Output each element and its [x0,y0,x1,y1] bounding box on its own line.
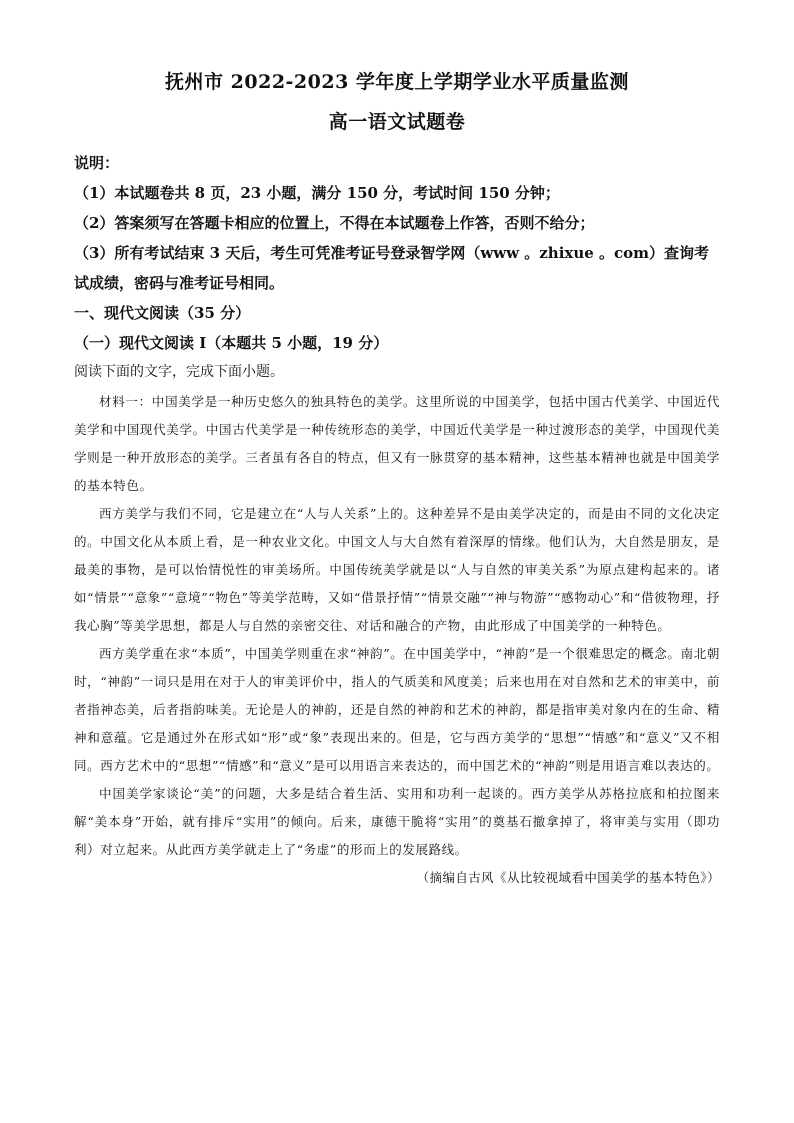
exam-subtitle: 高一语文试题卷 [328,111,466,133]
note-item-1: （1）本试题卷共 8 页，23 小题，满分 150 分，考试时间 150 分钟； [74,184,560,202]
passage-paragraph-2: 西方美学与我们不同，它是建立在“人与人关系”上的。这种差异不是由美学决定的，而是由不同的文化决定的。中国文化从本质上看，是一种农业文化。中国文人与大自然有着深厚的情缘。他们认为，大自然是朋友，是最美的事物，是可以怡情悦性的审美场所。中国传统美学就是以“人与自然的审美关系”为原点建构起来的。诸如“情景”“意象”“意境”“物色”等美学范畴，又如“借景抒情”“情景交融”“神与物游”“感物动心”和“借彼物理，抒我心胸”等美学思想，都是人与自然的亲密交往、对话和融合的产物，由此形成了中国美学的一种特色。 [74,506,720,633]
passage-paragraph-3: 西方美学重在求“本质”，中国美学则重在求“神韵”。在中国美学中，“神韵”是一个很难思定的概念。南北朝时，“神韵”一词只是用在对于人的审美评价中，指人的气质美和风度美；后来也用在对自然和艺术的审美中，前者指神态美，后者指韵味美。无论是人的神韵，还是自然的神韵和艺术的神韵，都是指审美对象内在的生命、精神和意蕴。它是通过外在形式如“形”或“象”表现出来的。但是，它与西方美学的“思想”“情感”和“意义”又不相同。西方艺术中的“思想”“情感”和“意义”是可以用语言来表达的，而中国艺术的“神韵”则是用语言难以表达的。 [74,646,720,773]
section-subheading: （一）现代文阅读 I（本题共 5 小题，19 分） [74,334,389,352]
notes-heading: 说明： [74,154,120,172]
reading-instruction: 阅读下面的文字，完成下面小题。 [74,364,284,380]
note-item-3: （3）所有考试结束 3 天后，考生可凭准考证号登录智学网（www 。zhixue 。com）查询考试成绩，密码与准考证号相同。 [74,244,710,292]
passage-paragraph-4: 中国美学家谈论“美”的问题，大多是结合着生活、实用和功利一起谈的。西方美学从苏格拉底和柏拉图来解“美本身”开始，就有排斥“实用”的倾向。后来，康德干脆将“实用”的奠基石撤拿掉了，将审美与实用（即功利）对立起来。从此西方美学就走上了“务虚”的形而上的发展路线。 [74,786,720,857]
exam-title: 抚州市 2022-2023 学年度上学期学业水平质量监测 [165,71,629,93]
passage-paragraph-1: 材料一：中国美学是一种历史悠久的独具特色的美学。这里所说的中国美学，包括中国古代美学、中国近代美学和中国现代美学。中国古代美学是一种传统形态的美学，中国近代美学是一种过渡形态的美学，中国现代美学则是一种开放形态的美学。三者虽有各自的特点，但又有一脉贯穿的基本精神，这些基本精神也就是中国美学的基本特色。 [74,394,720,493]
section-heading: 一、现代文阅读（35 分） [74,304,251,322]
note-item-2: （2）答案须写在答题卡相应的位置上，不得在本试题卷上作答，否则不给分； [74,214,595,232]
passage-source: （摘编自古风《从比较视域看中国美学的基本特色》） [416,870,720,885]
